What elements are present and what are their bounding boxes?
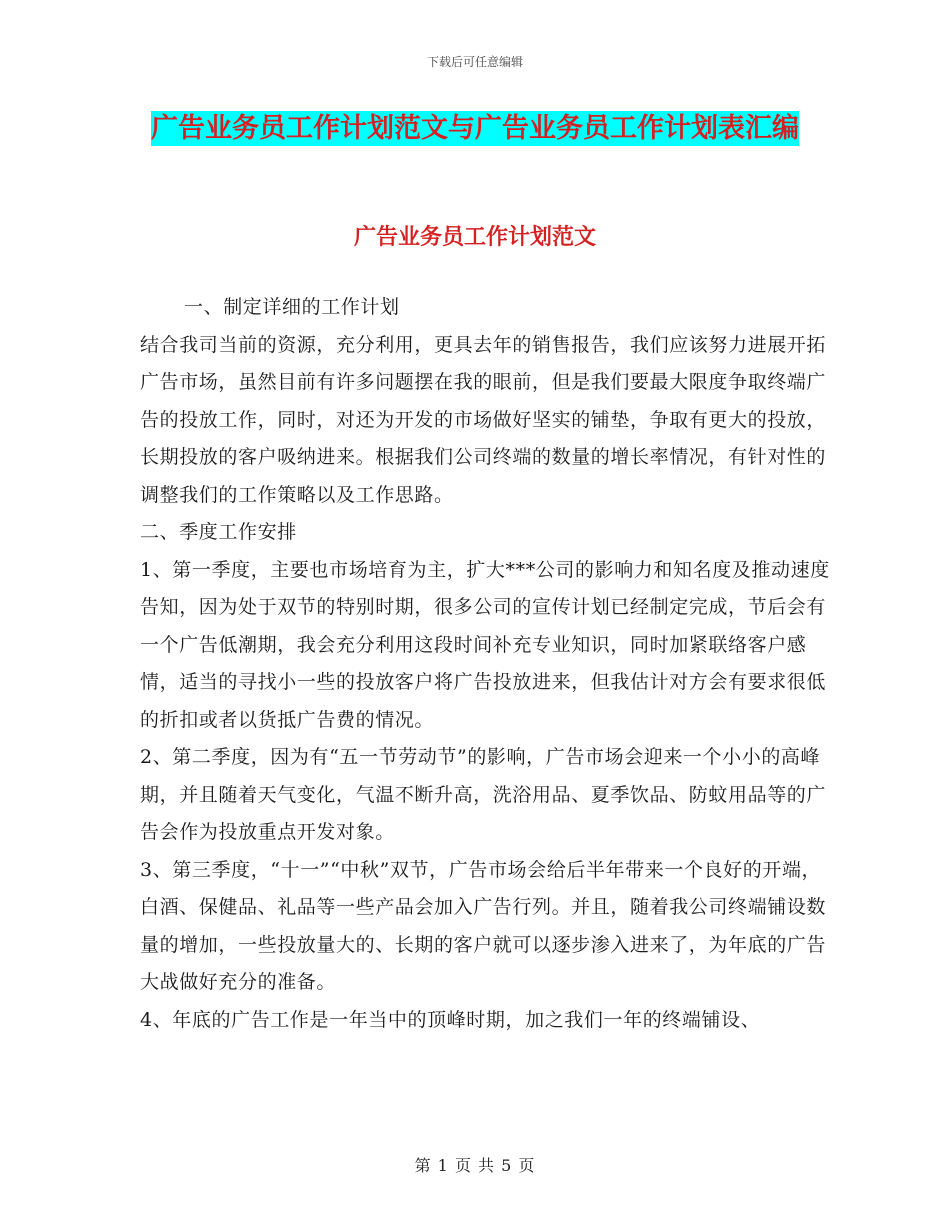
heading-detailed-plan: 一、制定详细的工作计划 — [184, 296, 400, 318]
paragraph-plan-detail: 结合我司当前的资源，充分利用，更具去年的销售报告，我们应该努力进展开拓广告市场，虽然目前有许多问题摆在我的眼前，但是我们要最大限度争取终端广告的投放工作，同时，对还为开发的市场做好坚实的铺垫，争取有更大的投放，长期投放的客户吸纳进来。根据我们公司终端的数量的增长率情况，有针对性的调整我们的工作策略以及工作思路。 — [140, 333, 827, 506]
document-title-text: 广告业务员工作计划范文与广告业务员工作计划表汇编 — [151, 113, 799, 144]
paragraph-quarter-2: 2、第二季度，因为有“五一节劳动节”的影响，广告市场会迎来一个小小的高峰期，并且随着天气变化，气温不断升高，洗浴用品、夏季饮品、防蚊用品等的广告会作为投放重点开发对象。 — [140, 746, 827, 843]
document-body — [140, 289, 830, 1039]
document-title — [150, 106, 800, 152]
paragraph-year-end: 4、年底的广告工作是一年当中的顶峰时期，加之我们一年的终端铺设、 — [140, 1008, 761, 1031]
page-header-note: 下载后可任意编辑 — [426, 55, 523, 69]
paragraph-quarter-1: 1、第一季度，主要也市场培育为主，扩大***公司的影响力和知名度及推动速度告知，因为处于双节的特别时期，很多公司的宣传计划已经制定完成，节后会有一个广告低潮期，我会充分利用这段时间补充专业知识，同时加紧联络客户感情，适当的寻找小一些的投放客户将广告投放进来，但我估计对方会有要求很低的折扣或者以货抵广告费的情况。 — [140, 558, 830, 731]
section-title: 广告业务员工作计划范文 — [353, 225, 596, 250]
paragraph-quarter-3: 3、第三季度，“十一”“中秋”双节，广告市场会给后半年带来一个良好的开端，白酒、保健品、礼品等一些产品会加入广告行列。并且，随着我公司终端铺设数量的增加，一些投放量大的、长期的客户就可以逐步渗入进来了，为年底的广告大战做好充分的准备。 — [140, 858, 827, 993]
heading-quarterly-plan: 二、季度工作安排 — [140, 521, 297, 543]
page-footer-number: 第 1 页 共 5 页 — [414, 1156, 536, 1175]
